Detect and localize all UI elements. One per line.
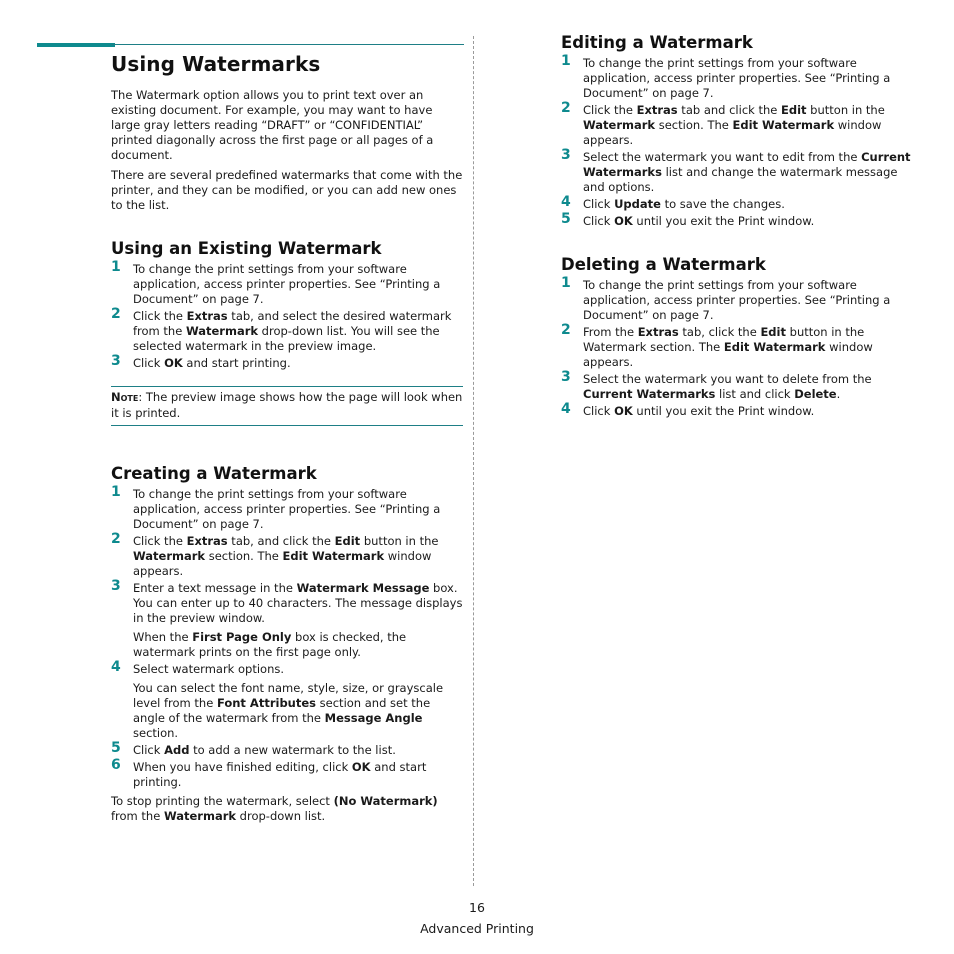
step-text: Click OK and start printing. — [133, 356, 291, 370]
step-number: 2 — [561, 322, 571, 338]
step-item — [111, 353, 463, 371]
creating-closing-paragraph: To stop printing the watermark, select (No Watermark) from the Watermark drop-down list. — [111, 794, 438, 823]
step-number: 4 — [561, 194, 571, 210]
step-item — [111, 740, 463, 758]
step-number: 1 — [111, 484, 121, 500]
step-item — [111, 757, 463, 790]
step-number: 5 — [111, 740, 121, 756]
intro-paragraph-1: The Watermark option allows you to print text over an existing document. For example, you may want to have large gray letters reading “DRAFT” or “CONFIDENTIAL” printed diagonally across the first page or all pages of a document. — [111, 88, 434, 162]
step-item — [561, 401, 913, 419]
step-item — [561, 275, 913, 323]
step-item — [111, 484, 463, 532]
column-divider — [473, 36, 474, 886]
step-number: 5 — [561, 211, 571, 227]
step-item — [111, 306, 463, 354]
step-text: Click the Extras tab, and select the desired watermark from the Watermark drop-down list. You will see the selected watermark in the preview image. — [133, 309, 452, 353]
step-text: Click the Extras tab, and click the Edit button in the Watermark section. The Edit Watermark window appears. — [133, 534, 439, 578]
section-heading-existing: Using an Existing Watermark — [111, 239, 382, 258]
step-text: Click Update to save the changes. — [583, 197, 785, 211]
step-item — [111, 531, 463, 579]
step-item — [561, 194, 913, 212]
header-accent-bar — [37, 43, 115, 47]
right-column — [561, 33, 913, 421]
step-number: 1 — [561, 275, 571, 291]
step-item — [561, 369, 913, 402]
step-text: Enter a text message in the Watermark Message box. You can enter up to 40 characters. The message displays in the preview window. — [133, 581, 463, 625]
page-number: 16 — [469, 900, 485, 915]
editing-steps — [561, 53, 913, 229]
creating-steps — [111, 484, 463, 790]
step-text: Select the watermark you want to edit from the Current Watermarks list and change the watermark message and options. — [583, 150, 911, 194]
step-text: From the Extras tab, click the Edit button in the Watermark section. The Edit Watermark window appears. — [583, 325, 873, 369]
step-item — [111, 659, 463, 741]
step-number: 3 — [111, 578, 121, 594]
step-text: Click Add to add a new watermark to the list. — [133, 743, 396, 757]
step-number: 1 — [561, 53, 571, 69]
chapter-title: Advanced Printing — [420, 921, 534, 936]
step-number: 3 — [561, 147, 571, 163]
step-text: To change the print settings from your software application, access printer properties. See “Printing a Document” on page 7. — [133, 487, 441, 531]
step-number: 2 — [111, 306, 121, 322]
step-number: 1 — [111, 259, 121, 275]
step-text: To change the print settings from your software application, access printer properties. See “Printing a Document” on page 7. — [583, 278, 891, 322]
existing-steps — [111, 259, 463, 371]
step-subtext: You can select the font name, style, size, or grayscale level from the Font Attributes section and set the angle of the watermark from the Message Angle section. — [133, 681, 444, 740]
section-heading-editing: Editing a Watermark — [561, 33, 753, 52]
step-subtext: When the First Page Only box is checked, the watermark prints on the first page only. — [133, 630, 407, 659]
step-text: To change the print settings from your software application, access printer properties. See “Printing a Document” on page 7. — [133, 262, 441, 306]
step-item — [561, 322, 913, 370]
step-number: 6 — [111, 757, 121, 773]
section-heading-deleting: Deleting a Watermark — [561, 255, 766, 274]
step-number: 2 — [111, 531, 121, 547]
step-text: Click OK until you exit the Print window. — [583, 404, 815, 418]
step-text: To change the print settings from your software application, access printer properties. See “Printing a Document” on page 7. — [583, 56, 891, 100]
step-text: Click the Extras tab and click the Edit button in the Watermark section. The Edit Watermark window appears. — [583, 103, 885, 147]
step-number: 4 — [561, 401, 571, 417]
step-number: 4 — [111, 659, 121, 675]
note-box — [111, 386, 463, 426]
step-number: 3 — [561, 369, 571, 385]
note-label: Note — [111, 390, 139, 404]
step-item — [111, 259, 463, 307]
step-text: Select watermark options. — [133, 662, 284, 676]
intro-paragraph-2: There are several predefined watermarks that come with the printer, and they can be modified, or you can add new ones to the list. — [111, 168, 463, 212]
step-item — [561, 211, 913, 229]
step-item — [561, 147, 913, 195]
step-item — [561, 100, 913, 148]
step-number: 3 — [111, 353, 121, 369]
step-item — [111, 578, 463, 660]
step-number: 2 — [561, 100, 571, 116]
step-text: When you have finished editing, click OK and start printing. — [133, 760, 427, 789]
step-item — [561, 53, 913, 101]
left-column — [111, 52, 463, 829]
page-title: Using Watermarks — [111, 52, 321, 76]
step-text: Click OK until you exit the Print window. — [583, 214, 815, 228]
deleting-steps — [561, 275, 913, 419]
header-rule — [111, 44, 464, 45]
step-text: Select the watermark you want to delete from the Current Watermarks list and click Delete. — [583, 372, 872, 401]
section-heading-creating: Creating a Watermark — [111, 464, 317, 483]
note-text: : The preview image shows how the page will look when it is printed. — [111, 390, 463, 420]
